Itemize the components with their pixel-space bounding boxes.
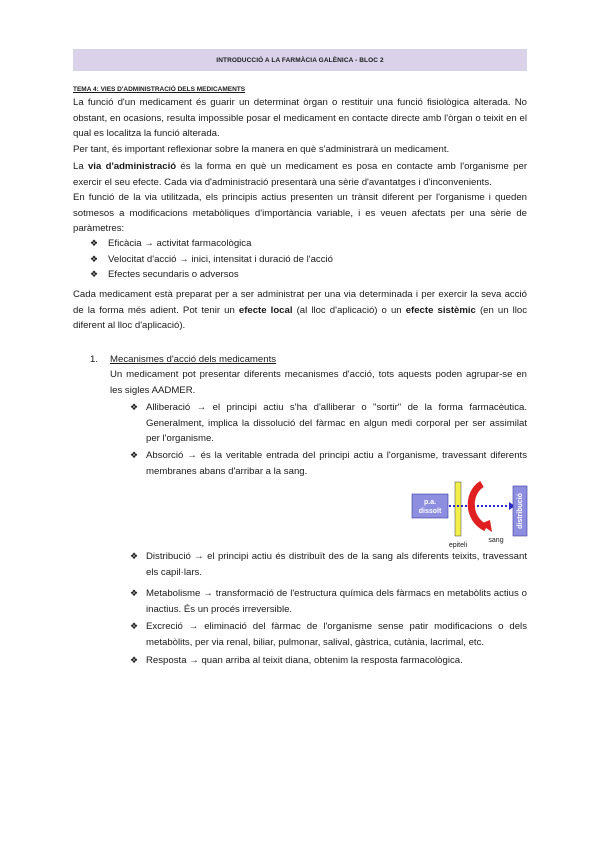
- list-item-text: Velocitat d'acció → inici, intensitat i duració de l'acció: [108, 253, 333, 265]
- definition-lead: La: [73, 161, 88, 172]
- mechanism-item: [130, 400, 527, 447]
- bullet-icon: ❖: [130, 402, 139, 412]
- mechanism-item: [130, 448, 527, 479]
- bullet-icon: ❖: [130, 588, 139, 598]
- mechanism-item: [130, 653, 527, 669]
- effects-tail: (en un lloc diferent al lloc d'aplicació).: [73, 304, 528, 331]
- effect-systemic: efecte sistèmic: [405, 304, 476, 316]
- mechanism-text: Resposta → quan arriba al teixit diana, obtenim la resposta farmacològica.: [146, 655, 463, 666]
- list-item: [90, 252, 333, 268]
- bullet-icon: ❖: [90, 253, 99, 264]
- bullet-icon: ❖: [90, 238, 99, 248]
- header-title: INTRODUCCIÓ A LA FARMÀCIA GALÈNICA - BLOC 2: [216, 56, 384, 64]
- effect-local: efecte local: [238, 304, 293, 316]
- definition-term: via d'administració: [87, 161, 177, 172]
- blood-label: sang: [488, 537, 504, 544]
- mechanism-item: [130, 619, 527, 650]
- epithelium-membrane: [455, 482, 461, 536]
- definition-text-2: En funció de la via utilitzada, els principis actius presenten un trànsit diferent per l'organisme i queden sotmesos a modificacions metabòliques d'importància variable, i es veuen afectats per una sèrie de paràmetres:: [73, 192, 527, 234]
- definition-rest: és la forma en què un medicament es posa en contacte amb l'organisme per exercir el seu efecte. Cada via d'administració presentarà una sèrie d'avantatges i d'inconvenients.: [73, 161, 528, 188]
- list-item-text: Efectes secundaris o adversos: [108, 269, 239, 280]
- section-intro: Un medicament pot presentar diferents mecanismes d'acció, tots aquests poden agrupar-se en les sigles AADMER.: [110, 369, 527, 396]
- intro-paragraph: [73, 95, 527, 157]
- box-label-1: p.a.: [423, 499, 437, 506]
- mechanism-item: [130, 586, 527, 617]
- section-title: Mecanismes d'acció dels medicaments: [110, 354, 277, 365]
- list-item: [90, 236, 333, 252]
- mechanism-text: Excreció → eliminació del fàrmac de l'organisme sense patir modificacions o dels metabòlits, per via renal, biliar, pulmonar, salival, gàstrica, cutània, lacrimal, etc.: [146, 621, 527, 648]
- bullet-icon: ❖: [130, 450, 139, 460]
- mechanism-item: [130, 549, 527, 580]
- bullet-icon: ❖: [90, 269, 99, 279]
- bullet-icon: ❖: [130, 621, 139, 631]
- absorption-diagram: [410, 478, 530, 550]
- effects-paragraph: [73, 287, 527, 334]
- topic-title: TEMA 4: VIES D'ADMINISTRACIÓ DELS MEDICAMENTS: [73, 86, 246, 93]
- parameter-list: [90, 236, 333, 283]
- distribution-label: distribució: [517, 493, 524, 529]
- intro-text: La funció d'un medicament és guarir un determinat òrgan o restituir una funció fisiològica alterada. No obstant, en ocasions, resulta impossible posar el medicament en contacte directe amb l'òrgan o teixit en el qual es localitza la funció alterada.: [73, 97, 527, 139]
- mechanism-text: Alliberació → el principi actiu s'ha d'alliberar o "sortir" de la forma farmacèutica. Generalment, implica la dissolució del fàrmac en algun medi corporal per ser assimilat per l'organisme.: [146, 402, 527, 444]
- epithelium-label: epiteli: [448, 542, 468, 549]
- document-header: [73, 49, 527, 71]
- mechanism-text: Distribució → el principi actiu és distribuït des de la sang als diferents teixits, travessant els capil·lars.: [146, 551, 527, 578]
- bullet-icon: ❖: [130, 655, 139, 665]
- effects-lead: Cada medicament està preparat per a ser administrat per una via determinada i per exercir la seva acció de la forma més adient. Pot tenir un: [73, 289, 527, 316]
- mechanism-text: Absorció → és la veritable entrada del principi actiu a l'organisme, travessant diferents membranes abans d'arribar a la sang.: [146, 450, 527, 477]
- list-item: [90, 267, 333, 283]
- effects-mid: (al lloc d'aplicació) o un: [292, 304, 406, 316]
- mechanism-text: Metabolisme → transformació de l'estructura química dels fàrmacs en metabòlits actius o inactius. És un procés irreversible.: [146, 588, 527, 615]
- bullet-icon: ❖: [130, 551, 139, 561]
- list-item-text: Eficàcia → activitat farmacològica: [108, 238, 252, 249]
- section-number: 1.: [90, 354, 99, 365]
- intro-text-2: Per tant, és important reflexionar sobre la manera en què s'administrarà un medicament.: [73, 143, 450, 155]
- section-heading: [90, 352, 276, 368]
- definition-paragraph: [73, 159, 527, 237]
- box-label-2: dissolt: [418, 508, 442, 515]
